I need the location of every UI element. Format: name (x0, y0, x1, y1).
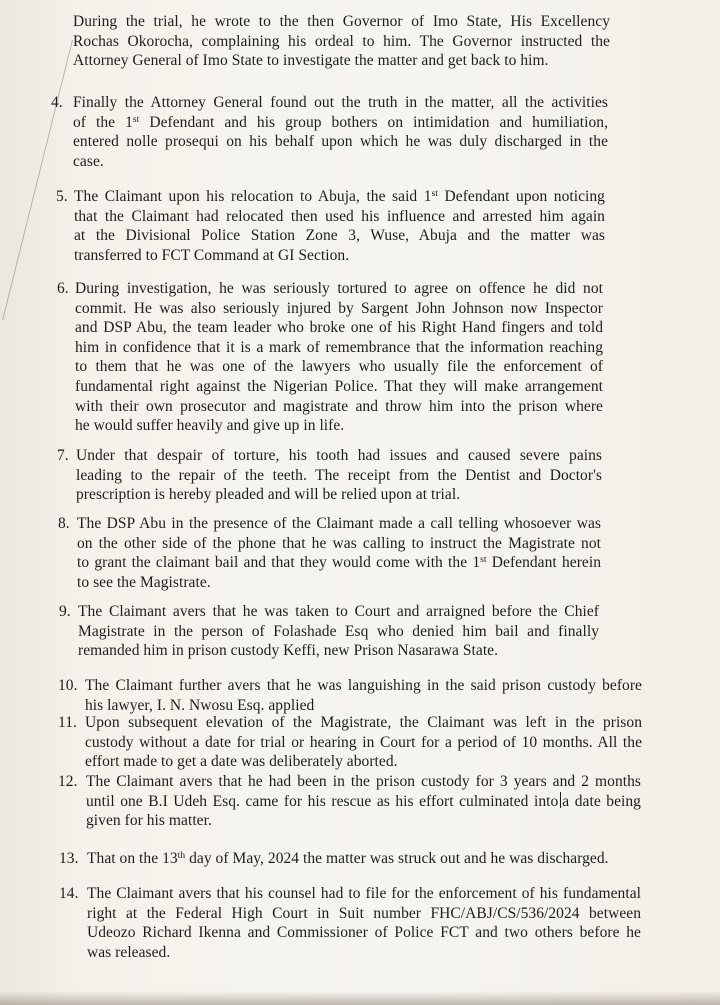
text-line: to them that he was one of the lawyers who usually file the enforcement of (75, 358, 603, 376)
text-line: on the other side of the phone that he was calling to instruct the Magistrate not (77, 534, 601, 552)
text-segment: of the 1 (73, 113, 133, 131)
text-line: During investigation, he was seriously tortured to agree on offence he did not (75, 280, 603, 297)
paragraph-4 (51, 93, 609, 171)
ordinal-suffix: th (177, 851, 186, 861)
text-line: effort made to get a date was deliberately aborted. (85, 753, 398, 771)
ordinal-suffix: st (480, 555, 487, 566)
text-line: During the trial, he wrote to the then Governor of Imo State, His Excellency (73, 13, 610, 30)
paragraph-8 (58, 514, 601, 592)
paragraph-11 (58, 713, 642, 772)
text-line: The Claimant avers that his counsel had to file for the enforcement of his fundamental (87, 885, 641, 902)
ordinal-suffix: st (431, 189, 438, 199)
paragraph-number: 4. (51, 94, 63, 111)
text-line: remanded him in prison custody Keffi, new Prison Nasarawa State. (78, 642, 499, 660)
text-line (73, 113, 608, 133)
text-line (77, 553, 601, 573)
text-segment: until one B.I Udeh Esq. came for his rescue as his effort culminated into (86, 792, 559, 810)
text-segment: Defendant upon noticing (438, 188, 605, 205)
text-line: Finally the Attorney General found out the truth in the matter, all the activities (73, 94, 608, 111)
text-segment: Defendant and his group bothers on intimidation and humiliation, (139, 113, 609, 131)
text-line: transferred to FCT Command at GI Section. (74, 246, 350, 264)
paragraph-number: 12. (58, 773, 78, 790)
text-line: The Claimant avers that he was taken to Court and arraigned before the Chief (78, 603, 599, 620)
text-line: he would suffer heavily and give up in life. (75, 417, 345, 435)
text-line: his lawyer, I. N. Nwosu Esq. applied (85, 696, 315, 714)
text-line: The Claimant further avers that he was languishing in the said prison custody before (85, 677, 642, 694)
paragraph-number: 6. (57, 280, 69, 297)
paragraph-10 (58, 676, 642, 715)
text-line: with their own prosecutor and magistrate and throw him into the prison where (75, 397, 603, 415)
text-line: and DSP Abu, the team leader who broke one of his Right Hand fingers and told (75, 319, 603, 337)
text-line (87, 849, 640, 869)
text-line: The Claimant avers that he had been in the prison custody for 3 years and 2 months (86, 773, 641, 790)
paragraph-number: 9. (59, 603, 71, 620)
text-line: fundamental right against the Nigerian Police. That they will make arrangement (75, 377, 603, 395)
paragraph-5 (56, 187, 605, 265)
paragraph-12 (58, 772, 641, 831)
text-line: The DSP Abu in the presence of the Claimant made a call telling whosoever was (77, 515, 601, 532)
text-segment: That on the 13 (87, 850, 178, 867)
paragraph-number: 14. (59, 885, 79, 902)
page-fold-line (0, 40, 73, 320)
text-segment: Defendant herein (486, 554, 601, 572)
paragraph-number: 7. (57, 447, 69, 464)
paragraph-14 (59, 884, 641, 962)
text-line (74, 187, 605, 207)
text-segment: a date being (562, 792, 641, 810)
ordinal-suffix: st (132, 114, 140, 125)
paragraph-number: 10. (58, 677, 78, 694)
paragraph-number: 13. (59, 850, 79, 867)
paragraph-13 (59, 849, 640, 869)
text-line: him in confidence that it is a mark of remembrance that the information reaching (75, 338, 603, 356)
text-line: case. (73, 152, 104, 170)
paragraph-number: 8. (58, 515, 70, 532)
text-line: Upon subsequent elevation of the Magistrate, the Claimant was left in the prison (85, 714, 642, 731)
paragraph-6 (57, 279, 603, 436)
paragraph-7 (57, 446, 602, 505)
text-line: entered nolle prosequi on his behalf upon which he was duly discharged in the (73, 133, 608, 151)
text-line: Rochas Okorocha, complaining his ordeal to him. The Governor instructed the (73, 32, 610, 50)
text-line: was released. (87, 943, 171, 961)
paragraph-9 (59, 602, 599, 661)
text-line: leading to the repair of the teeth. The receipt from the Dentist and Doctor's (76, 466, 602, 484)
text-line (86, 792, 641, 812)
text-line: Under that despair of torture, his tooth had issues and caused severe pains (76, 447, 602, 464)
text-line: custody without a date for trial or hearing in Court for a period of 10 months. All the (85, 733, 642, 751)
text-line: at the Divisional Police Station Zone 3, Wuse, Abuja and the matter was (74, 227, 605, 245)
text-line: Attorney General of Imo State to investigate the matter and get back to him. (73, 52, 549, 70)
text-line: commit. He was also seriously injured by Sargent John Johnson now Inspector (75, 299, 603, 317)
text-line: to see the Magistrate. (77, 573, 211, 591)
text-line: right at the Federal High Court in Suit number FHC/ABJ/CS/536/2024 between (87, 904, 641, 922)
text-line: that the Claimant had relocated then used his influence and arrested him again (74, 207, 605, 225)
text-segment: The Claimant upon his relocation to Abuja, the said 1 (74, 188, 432, 205)
text-line: prescription is hereby pleaded and will be relied upon at trial. (76, 486, 461, 504)
intro-paragraph (73, 12, 610, 71)
paragraph-number: 5. (56, 188, 68, 205)
text-line: given for his matter. (86, 812, 212, 830)
paragraph-number: 11. (58, 714, 77, 731)
text-line: Udeozo Richard Ikenna and Commissioner of Police FCT and two others before he (87, 924, 641, 942)
text-line: Magistrate in the person of Folashade Esq who denied him bail and finally (78, 622, 599, 640)
text-segment: to grant the claimant bail and that they would come with the 1 (77, 554, 481, 572)
text-segment: day of May, 2024 the matter was struck out and he was discharged. (185, 850, 609, 867)
